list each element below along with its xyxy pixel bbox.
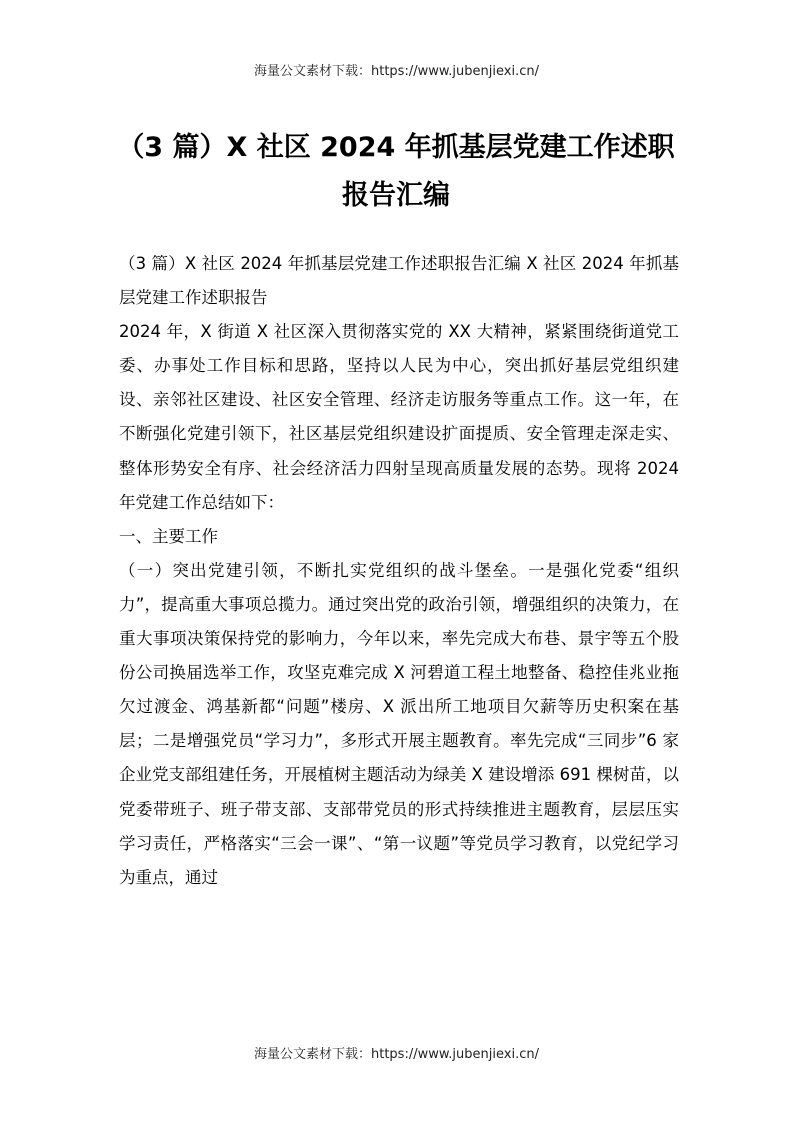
paragraph-party-building: （一）突出党建引领，不断扎实党组织的战斗堡垒。一是强化党委“组织力”，提高重大事项总揽力。通过突出党的政治引领，增强组织的决策力，在重大事项决策保持党的影响力，今年以来，率先完成大布巷、景宇等五个股份公司换届选举工作，攻坚克难完成 X 河碧道工程土地整备、稳控佳兆业拖欠过渡金、鸿基新都“问题”楼房、X 派出所工地项目欠薪等历史积案在基层；二是增强党员“学习力”，多形式开展主题教育。率先完成“三同步”6 家企业党支部组建任务，开展植树主题活动为绿美 X 建设增添 691 棵树苗，以党委带班子、班子带支部、支部带党员的形式持续推进主题教育，层层压实学习责任，严格落实“三会一课”、“第一议题”等党员学习教育，以党纪学习为重点，通过 [119, 560, 679, 887]
page-header [0, 60, 793, 79]
paragraph-intro: （3 篇）X 社区 2024 年抓基层党建工作述职报告汇编 X 社区 2024 年抓基层党建工作述职报告 [119, 254, 679, 308]
page-footer [0, 1043, 793, 1062]
section-heading: 一、主要工作 [119, 526, 218, 546]
document-title [96, 124, 696, 220]
header-text: 海量公文素材下载：https://www.jubenjiexi.cn/ [254, 64, 539, 79]
title-line-1: （3 篇）X 社区 2024 年抓基层党建工作述职 [117, 132, 675, 163]
paragraph-summary: 2024 年，X 街道 X 社区深入贯彻落实党的 XX 大精神，紧紧围绕街道党工委、办事处工作目标和思路，坚持以人民为中心，突出抓好基层党组织建设、亲邻社区建设、社区安全管理、经济走访服务等重点工作。这一年，在不断强化党建引领下，社区基层党组织建设扩面提质、安全管理走深走实、整体形势安全有序、社会经济活力四射呈现高质量发展的态势。现将 2024 年党建工作总结如下： [119, 322, 679, 512]
title-line-2: 报告汇编 [342, 180, 450, 211]
document-body [119, 247, 679, 895]
footer-text: 海量公文素材下载：https://www.jubenjiexi.cn/ [254, 1047, 539, 1062]
